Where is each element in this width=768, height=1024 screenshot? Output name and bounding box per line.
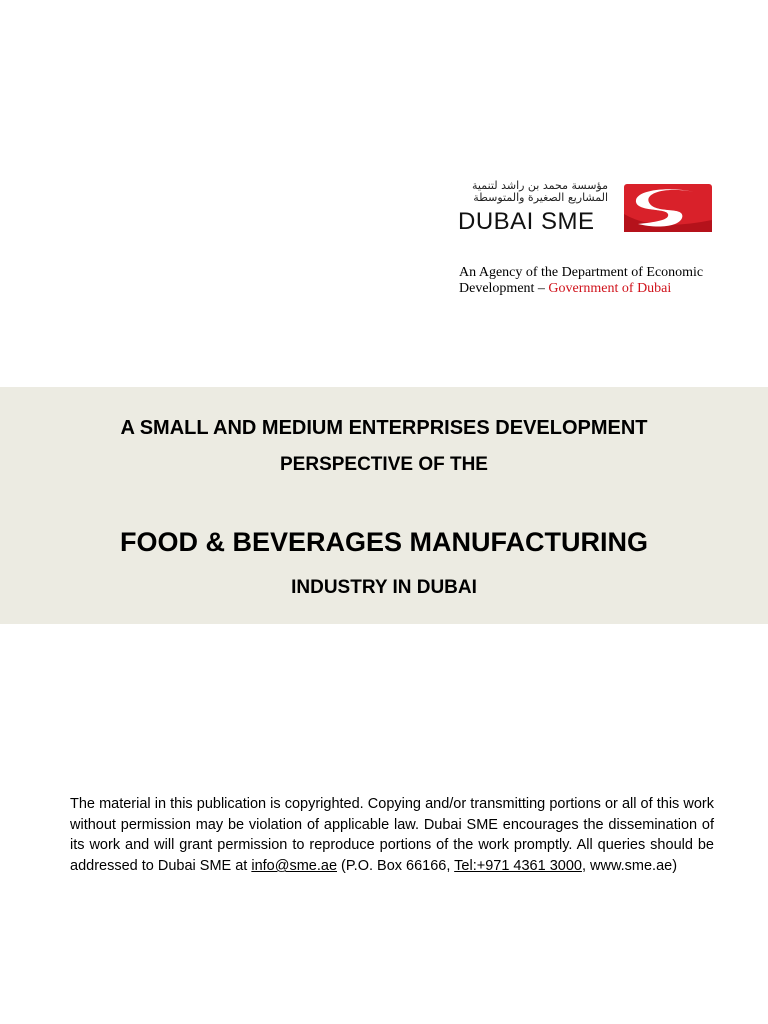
po-box-text: (P.O. Box 66166, bbox=[337, 858, 455, 875]
dubai-sme-logo bbox=[458, 180, 718, 240]
title-band bbox=[0, 387, 768, 624]
government-of-dubai-text: Government of Dubai bbox=[548, 281, 672, 296]
telephone-link[interactable]: Tel:+971 4361 3000 bbox=[454, 858, 582, 875]
agency-line-2 bbox=[459, 281, 749, 297]
title-line-2: PERSPECTIVE OF THE bbox=[280, 454, 488, 475]
email-link[interactable]: info@sme.ae bbox=[251, 858, 338, 875]
agency-line-2-prefix: Development – bbox=[459, 281, 549, 296]
logo-arabic-text bbox=[458, 180, 608, 204]
main-title: FOOD & BEVERAGES MANUFACTURING bbox=[119, 527, 649, 557]
title-line-4: INDUSTRY IN DUBAI bbox=[291, 577, 477, 598]
logo-arabic-line-2: المشاريع الصغيرة والمتوسطة bbox=[473, 191, 608, 204]
title-line-1: A SMALL AND MEDIUM ENTERPRISES DEVELOPMENT bbox=[120, 417, 648, 439]
agency-line-1: An Agency of the Department of Economic bbox=[459, 265, 704, 280]
logo-name: DUBAI SME bbox=[458, 208, 595, 235]
agency-statement bbox=[459, 265, 749, 297]
logo-arabic-line-1: مؤسسة محمد بن راشد لتنمية bbox=[472, 179, 608, 192]
copyright-notice bbox=[70, 794, 714, 877]
copyright-body: The material in this publication is copyrighted. Copying and/or transmitting portions or all of this work without permission may be violation of applicable law. Dubai SME encourages the dissemination of its work and will grant permission to reproduce portions of the work promptly. All queries should be addressed to Dubai SME at bbox=[70, 796, 714, 875]
website-text: , www.sme.ae) bbox=[581, 858, 678, 875]
dubai-sme-mark-icon bbox=[624, 184, 712, 232]
